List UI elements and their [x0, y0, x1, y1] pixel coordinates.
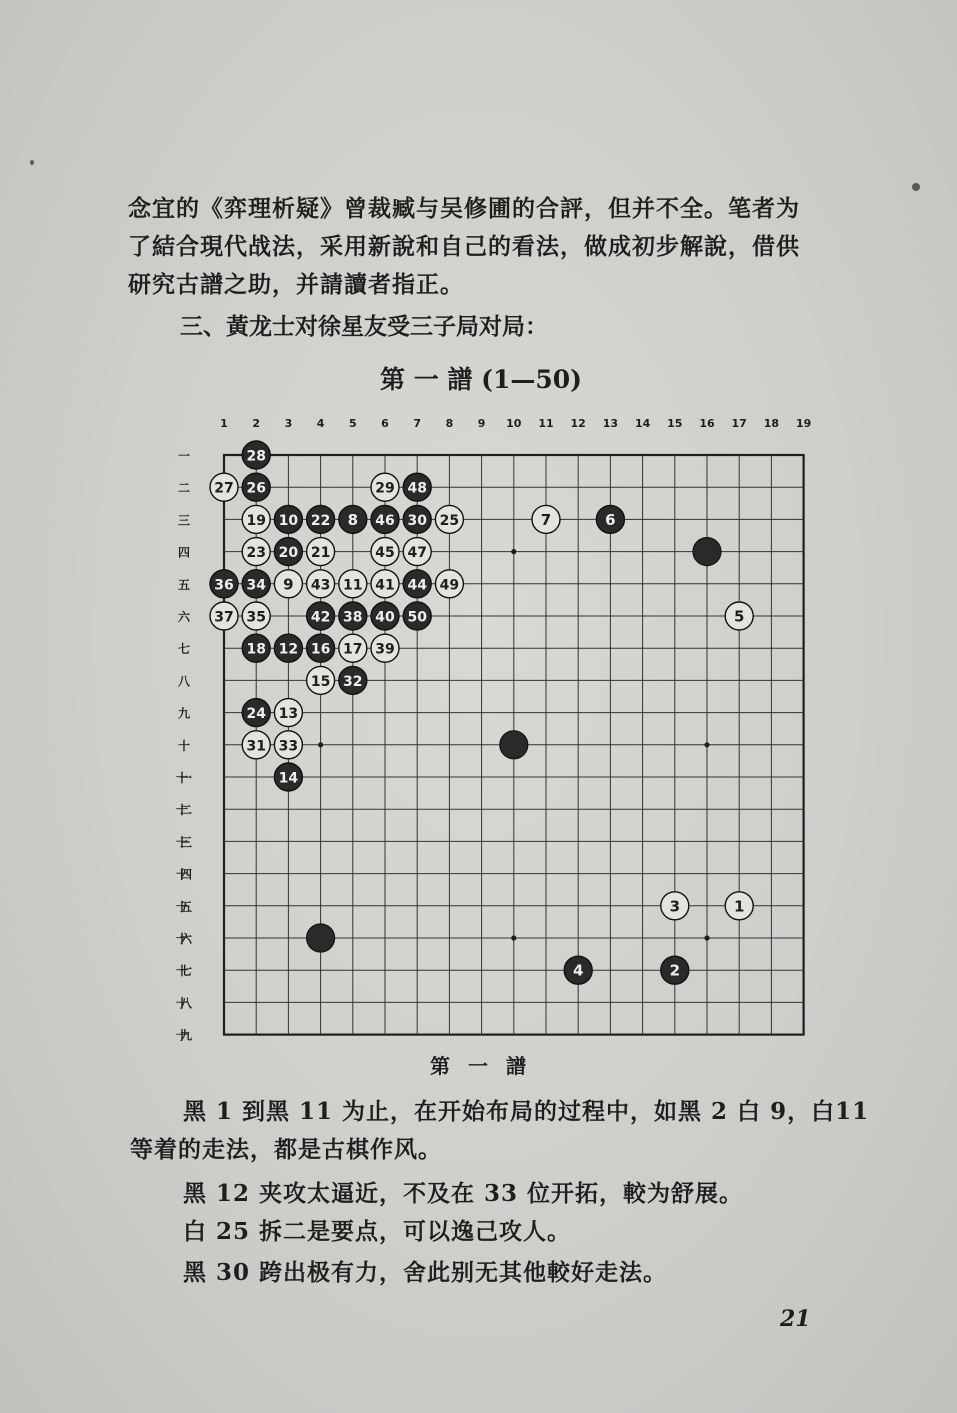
row-label: 十五 [176, 899, 192, 914]
white-stone [242, 731, 270, 759]
black-stone [274, 634, 302, 662]
move-number: 33 [278, 738, 299, 755]
row-label: 二 [177, 481, 191, 496]
white-stone [242, 602, 270, 630]
column-label: 1 [220, 417, 228, 430]
move-number: 9 [283, 575, 294, 594]
comment-line: 黑 1 到黑 11 为止，在开始布局的过程中，如黑 2 白 9，白11 [183, 1098, 870, 1125]
black-stone [403, 570, 431, 598]
column-label: 6 [381, 417, 389, 430]
move-number: 5 [733, 607, 745, 626]
move-number: 30 [407, 512, 427, 529]
row-label: 十九 [176, 1028, 192, 1043]
move-number: 45 [375, 545, 395, 562]
move-number: 23 [246, 545, 266, 562]
white-stone [307, 570, 335, 598]
black-stone [564, 956, 592, 984]
move-number: 29 [375, 480, 395, 497]
comment-line: 黑 12 夹攻太逼近，不及在 33 位开拓，較为舒展。 [183, 1180, 744, 1207]
column-label: 16 [699, 417, 715, 430]
move-number: 12 [278, 641, 299, 658]
white-stone [274, 699, 302, 727]
move-number: 11 [343, 577, 363, 594]
move-number: 25 [439, 512, 460, 529]
row-label: 四 [177, 545, 191, 560]
row-label: 六 [177, 610, 191, 624]
move-number: 47 [407, 545, 427, 562]
move-number: 43 [310, 577, 331, 594]
black-stone [339, 666, 367, 694]
column-label: 5 [348, 417, 357, 430]
move-number: 6 [605, 510, 616, 529]
black-stone [371, 505, 399, 533]
white-stone [339, 634, 367, 662]
move-number: 46 [375, 512, 395, 529]
white-stone [435, 505, 463, 533]
move-number: 49 [439, 577, 460, 594]
black-stone [274, 763, 302, 791]
white-stone [339, 570, 367, 598]
black-stone [403, 505, 431, 533]
white-stone [403, 538, 431, 566]
white-stone [371, 473, 399, 501]
diagram-caption: 第一譜 [430, 1054, 544, 1078]
handicap-stone [693, 538, 721, 566]
move-number: 48 [407, 480, 427, 497]
white-stone [307, 538, 335, 566]
column-label: 17 [731, 417, 747, 430]
move-number: 36 [214, 577, 234, 594]
move-number: 14 [278, 770, 299, 787]
white-stone [371, 570, 399, 598]
black-stone [339, 602, 367, 630]
move-number: 4 [572, 961, 584, 980]
move-number: 17 [343, 641, 363, 658]
move-number: 8 [347, 510, 359, 529]
column-label: 8 [445, 417, 454, 430]
black-stone [307, 505, 335, 533]
column-label: 10 [506, 417, 522, 430]
move-number: 34 [246, 577, 266, 594]
row-label: 十二 [176, 803, 192, 818]
column-label: 13 [602, 417, 619, 430]
move-number: 39 [375, 641, 395, 658]
comment-line: 黑 30 跨出极有力，舍此别无其他較好走法。 [183, 1259, 668, 1286]
row-label: 七 [177, 642, 191, 657]
black-stone [274, 538, 302, 566]
row-label: 五 [177, 577, 191, 592]
column-label: 18 [763, 417, 780, 430]
move-number: 41 [375, 577, 395, 594]
intro-line: 念宜的《弈理析疑》曾裁臧与吴修圃的合評，但并不全。笔者为 [128, 195, 800, 222]
white-stone [371, 634, 399, 662]
move-number: 3 [669, 897, 681, 916]
black-stone [242, 699, 270, 727]
move-number: 24 [246, 706, 266, 723]
move-number: 37 [214, 609, 234, 626]
white-stone [371, 538, 399, 566]
row-label: 十四 [176, 867, 192, 882]
comment-line: 等着的走法，都是古棋作风。 [130, 1136, 442, 1163]
row-label: 九 [177, 706, 191, 721]
move-number: 15 [310, 673, 331, 690]
move-number: 10 [278, 512, 299, 529]
column-label: 12 [570, 417, 586, 430]
column-label: 2 [252, 417, 261, 430]
white-stone [307, 666, 335, 694]
black-stone [596, 505, 624, 533]
row-label: 一 [177, 449, 191, 463]
intro-line: 了結合現代战法，采用新說和自己的看法，做成初步解說，借供 [128, 233, 800, 260]
move-number: 26 [246, 480, 266, 497]
move-number: 18 [246, 641, 266, 658]
row-label: 十八 [176, 996, 192, 1011]
column-label: 4 [316, 417, 325, 430]
move-number: 20 [278, 545, 299, 562]
star-point [318, 742, 323, 747]
black-stone [339, 505, 367, 533]
white-stone [725, 602, 753, 630]
move-number: 44 [407, 577, 427, 594]
black-stone [403, 473, 431, 501]
move-number: 42 [310, 609, 331, 626]
column-label: 3 [284, 417, 293, 430]
move-number: 40 [375, 609, 395, 626]
comment-line: 白 25 拆二是要点，可以逸己攻人。 [183, 1218, 572, 1245]
black-stone [307, 602, 335, 630]
black-stone [242, 570, 270, 598]
column-label: 7 [413, 417, 422, 430]
black-stone [661, 956, 689, 984]
black-stone [242, 634, 270, 662]
black-stone [210, 570, 238, 598]
white-stone [242, 505, 270, 533]
black-stone [274, 505, 302, 533]
star-point [704, 935, 709, 940]
handicap-stone [500, 731, 528, 759]
column-label: 15 [667, 417, 683, 430]
white-stone [242, 538, 270, 566]
white-stone [274, 570, 302, 598]
white-stone [435, 570, 463, 598]
move-number: 27 [214, 480, 234, 497]
star-point [704, 742, 709, 747]
move-number: 31 [246, 738, 266, 755]
move-number: 19 [246, 512, 266, 529]
row-label: 十 [177, 738, 191, 753]
move-number: 7 [540, 510, 552, 529]
diagram-title: 第 一 譜 (1—50) [380, 365, 582, 394]
row-label: 十一 [176, 771, 192, 785]
move-number: 35 [246, 609, 266, 626]
star-point [511, 935, 516, 940]
white-stone [274, 731, 302, 759]
black-stone [371, 602, 399, 630]
row-label: 十三 [176, 835, 192, 850]
row-label: 三 [177, 513, 191, 528]
black-stone [307, 634, 335, 662]
move-number: 22 [310, 512, 331, 529]
column-label: 9 [477, 417, 486, 430]
white-stone [532, 505, 560, 533]
move-number: 32 [343, 673, 363, 690]
white-stone [210, 602, 238, 630]
row-label: 十六 [176, 932, 192, 946]
move-number: 21 [310, 545, 331, 562]
black-stone [242, 473, 270, 501]
row-label: 十七 [176, 964, 192, 979]
white-stone [725, 892, 753, 920]
star-point [511, 549, 516, 554]
section-heading: 三、黃龙士对徐星友受三子局对局： [180, 313, 548, 340]
handicap-stone [307, 924, 335, 952]
white-stone [210, 473, 238, 501]
intro-line: 研究古譜之助，并請讀者指正。 [128, 271, 464, 298]
black-stone [242, 441, 270, 469]
white-stone [661, 892, 689, 920]
black-stone [403, 602, 431, 630]
column-label: 14 [634, 417, 651, 430]
move-number: 16 [310, 641, 331, 658]
column-label: 11 [538, 417, 554, 430]
move-number: 38 [343, 609, 363, 626]
column-label: 19 [795, 417, 812, 430]
move-number: 2 [669, 961, 681, 980]
move-number: 13 [278, 706, 299, 723]
move-number: 1 [733, 897, 745, 916]
row-label: 八 [177, 674, 191, 689]
move-number: 28 [246, 448, 266, 465]
page-number: 21 [780, 1306, 811, 1332]
move-number: 50 [407, 609, 427, 626]
